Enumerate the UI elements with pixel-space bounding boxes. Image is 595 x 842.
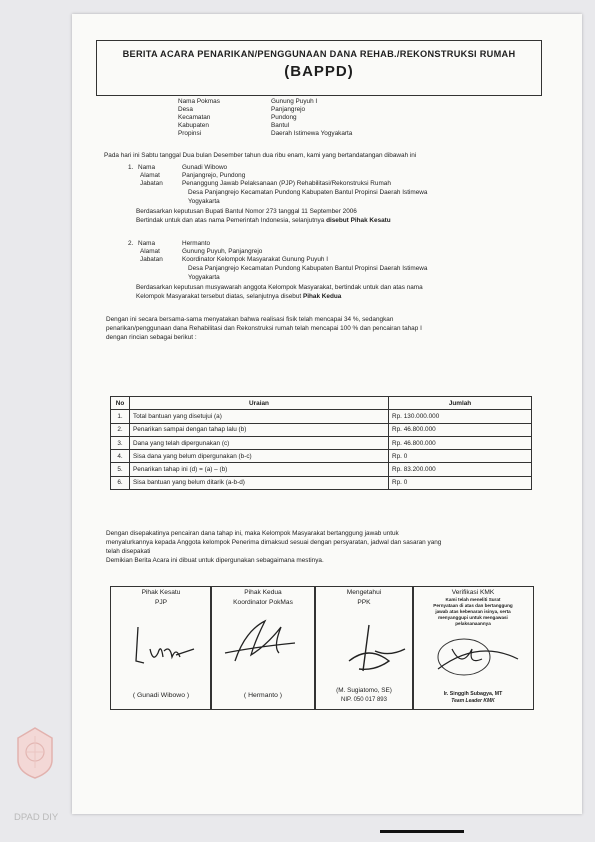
footer-watermark: DPAD DIY bbox=[14, 812, 59, 823]
signature-box-kmk bbox=[412, 586, 534, 710]
party2-alamat: Gunung Puyuh, Panjangrejo bbox=[182, 248, 263, 255]
party2-jabatan-line2: Desa Panjangrejo Kecamatan Pundong Kabupaten Bantul Propinsi Daerah Istimewa bbox=[188, 265, 428, 272]
signature-scribble bbox=[215, 611, 311, 669]
row-amount: Rp. 0 bbox=[389, 450, 532, 463]
row-desc: Sisa bantuan yang belum ditarik (a-b-d) bbox=[130, 476, 389, 489]
row-amount: Rp. 130.000.000 bbox=[389, 410, 532, 423]
statement-line2: penarikan/penggunaan dana Rehabilitasi dan Rekonstruksi rumah telah mencapai 100 % dan pencairan tahap I bbox=[106, 325, 422, 332]
party2-jabatan-key: Jabatan bbox=[140, 256, 163, 263]
party1-jabatan-key: Jabatan bbox=[140, 180, 163, 187]
table-row bbox=[111, 450, 532, 463]
info-key: Propinsi bbox=[178, 130, 202, 137]
sig-name: ( Hermanto ) bbox=[243, 692, 283, 699]
party2-nama-key: Nama bbox=[138, 240, 156, 247]
info-value: Bantul bbox=[271, 122, 290, 129]
stamp-signature bbox=[418, 633, 528, 683]
kmk-note bbox=[413, 597, 533, 627]
row-no: 1. bbox=[111, 410, 130, 423]
title-box bbox=[96, 40, 542, 96]
sig-role: Koordinator PokMas bbox=[233, 599, 293, 606]
party1-jabatan-line2: Desa Panjangrejo Kecamatan Pundong Kabupaten Bantul Propinsi Daerah Istimewa bbox=[188, 189, 428, 196]
row-desc: Sisa dana yang belum dipergunakan (b-c) bbox=[130, 450, 389, 463]
row-desc: Total bantuan yang disetujui (a) bbox=[130, 410, 389, 423]
kmk-note-line: Kami telah meneliti Surat bbox=[445, 597, 501, 602]
sig-name: (M. Sugiatomo, SE) bbox=[336, 687, 392, 694]
sig-nip: NIP. 050 017 893 bbox=[341, 697, 387, 703]
sig-role: Team Leader KMK bbox=[451, 698, 495, 704]
party1-jabatan: Penanggung Jawab Pelaksanaan (PJP) Rehabilitasi/Rekonstruksi Rumah bbox=[182, 180, 391, 187]
dpad-seal-logo bbox=[14, 726, 56, 780]
row-no: 5. bbox=[111, 463, 130, 476]
row-desc: Dana yang telah dipergunakan (c) bbox=[130, 436, 389, 449]
kmk-note-line: jawab atas kebenaran isinya, serta bbox=[435, 609, 511, 614]
table-row bbox=[111, 463, 532, 476]
party2-jabatan: Koordinator Kelompok Masyarakat Gunung Puyuh I bbox=[182, 256, 329, 263]
sig-heading: Pihak Kedua bbox=[244, 589, 282, 596]
row-no: 2. bbox=[111, 423, 130, 436]
party1-nama: Gunadi Wibowo bbox=[182, 164, 228, 171]
signature-scribble bbox=[116, 621, 206, 671]
info-key: Kecamatan bbox=[178, 114, 211, 121]
statement-line1: Dengan ini secara bersama-sama menyatakan bahwa realisasi fisik telah mencapai 34 %, sedangkan bbox=[106, 316, 394, 323]
party1-jabatan-line3: Yogyakarta bbox=[188, 198, 220, 205]
closing-line3: telah disepakati bbox=[106, 548, 151, 555]
table-row bbox=[111, 476, 532, 489]
party1-role-line bbox=[136, 217, 391, 225]
row-desc: Penarikan tahap ini (d) = (a) – (b) bbox=[130, 463, 389, 476]
sig-heading: Verifikasi KMK bbox=[451, 589, 495, 596]
info-key: Kabupaten bbox=[178, 122, 209, 129]
intro-text: Pada hari ini Sabtu tanggal Dua bulan Desember tahun dua ribu enam, kami yang bertandatangan dibawah ini bbox=[104, 152, 417, 159]
row-no: 6. bbox=[111, 476, 130, 489]
party2-role-bold: Pihak Kedua bbox=[302, 293, 342, 300]
table-row bbox=[111, 436, 532, 449]
kmk-note-line: menyanggupi untuk mengawasi bbox=[438, 615, 508, 620]
party2-basis: Berdasarkan keputusan musyawarah anggota Kelompok Masyarakat, bertindak untuk dan atas nama bbox=[136, 284, 423, 291]
party1-num: 1. bbox=[128, 164, 134, 171]
sig-heading: Pihak Kesatu bbox=[141, 589, 181, 596]
info-value: Pundong bbox=[271, 114, 297, 121]
row-amount: Rp. 46.800.000 bbox=[389, 436, 532, 449]
closing-line1: Dengan disepakatinya pencairan dana tahap ini, maka Kelompok Masyarakat bertanggung jawab untuk bbox=[106, 530, 399, 537]
sig-role: PPK bbox=[357, 599, 371, 606]
party1-nama-key: Nama bbox=[138, 164, 156, 171]
header-no: No bbox=[111, 397, 130, 410]
row-amount: Rp. 0 bbox=[389, 476, 532, 489]
info-value: Daerah Istimewa Yogyakarta bbox=[271, 130, 353, 137]
document-subtitle: (BAPPD) bbox=[284, 63, 354, 80]
disbursement-table bbox=[110, 396, 532, 490]
document-title: BERITA ACARA PENARIKAN/PENGGUNAAN DANA REHAB./REKONSTRUKSI RUMAH bbox=[122, 49, 516, 59]
kmk-note-line: pelaksanaannya bbox=[455, 621, 491, 626]
party2-jabatan-line3: Yogyakarta bbox=[188, 274, 220, 281]
info-key: Nama Pokmas bbox=[178, 98, 220, 105]
table-header-row bbox=[111, 397, 532, 410]
info-value: Panjangrejo bbox=[271, 106, 306, 113]
signature-scribble bbox=[319, 621, 411, 681]
signature-box-pokmas bbox=[210, 586, 316, 710]
row-amount: Rp. 83.200.000 bbox=[389, 463, 532, 476]
signature-box-pjp bbox=[110, 586, 212, 710]
header-uraian: Uraian bbox=[130, 397, 389, 410]
row-no: 3. bbox=[111, 436, 130, 449]
party1-role-bold: disebut Pihak Kesatu bbox=[326, 217, 391, 224]
party2-num: 2. bbox=[128, 240, 134, 247]
party2-role-line bbox=[136, 293, 341, 301]
closing-line4: Demikian Berita Acara ini dibuat untuk dipergunakan sebagaimana mestinya. bbox=[106, 557, 324, 564]
table-row bbox=[111, 423, 532, 436]
closing-line2: menyalurkannya kepada Anggota kelompok Penerima dimaksud sesuai dengan persyaratan, jadwal dan sasaran yang bbox=[106, 539, 442, 546]
party2-nama: Hermanto bbox=[182, 240, 211, 247]
info-key: Desa bbox=[178, 106, 193, 113]
row-amount: Rp. 46.800.000 bbox=[389, 423, 532, 436]
party1-alamat: Panjangrejo, Pundong bbox=[182, 172, 246, 179]
party2-role-text: Kelompok Masyarakat tersebut diatas, selanjutnya disebut bbox=[136, 293, 303, 300]
document-page bbox=[72, 14, 582, 814]
table-row bbox=[111, 410, 532, 423]
header-jumlah: Jumlah bbox=[389, 397, 532, 410]
party1-alamat-key: Alamat bbox=[140, 172, 160, 179]
sig-name: ( Gunadi Wibowo ) bbox=[132, 692, 190, 699]
bottom-bar bbox=[380, 830, 464, 833]
info-value: Gunung Puyuh I bbox=[271, 98, 318, 105]
info-block bbox=[178, 98, 352, 138]
sig-name: Ir. Singgih Subagya, MT bbox=[443, 691, 503, 697]
row-desc: Penarikan sampai dengan tahap lalu (b) bbox=[130, 423, 389, 436]
kmk-note-line: Pernyataan di atas dan bertanggung bbox=[433, 603, 513, 608]
row-no: 4. bbox=[111, 450, 130, 463]
party1-basis: Berdasarkan keputusan Bupati Bantul Nomor 273 tanggal 11 September 2006 bbox=[136, 208, 357, 215]
party1-role-text: Bertindak untuk dan atas nama Pemerintah Indonesia, selanjutnya bbox=[136, 217, 327, 224]
sig-heading: Mengetahui bbox=[346, 589, 382, 596]
signature-box-ppk bbox=[314, 586, 414, 710]
party2-alamat-key: Alamat bbox=[140, 248, 160, 255]
sig-role: PJP bbox=[154, 599, 168, 606]
statement-line3: dengan rincian sebagai berikut : bbox=[106, 334, 197, 341]
